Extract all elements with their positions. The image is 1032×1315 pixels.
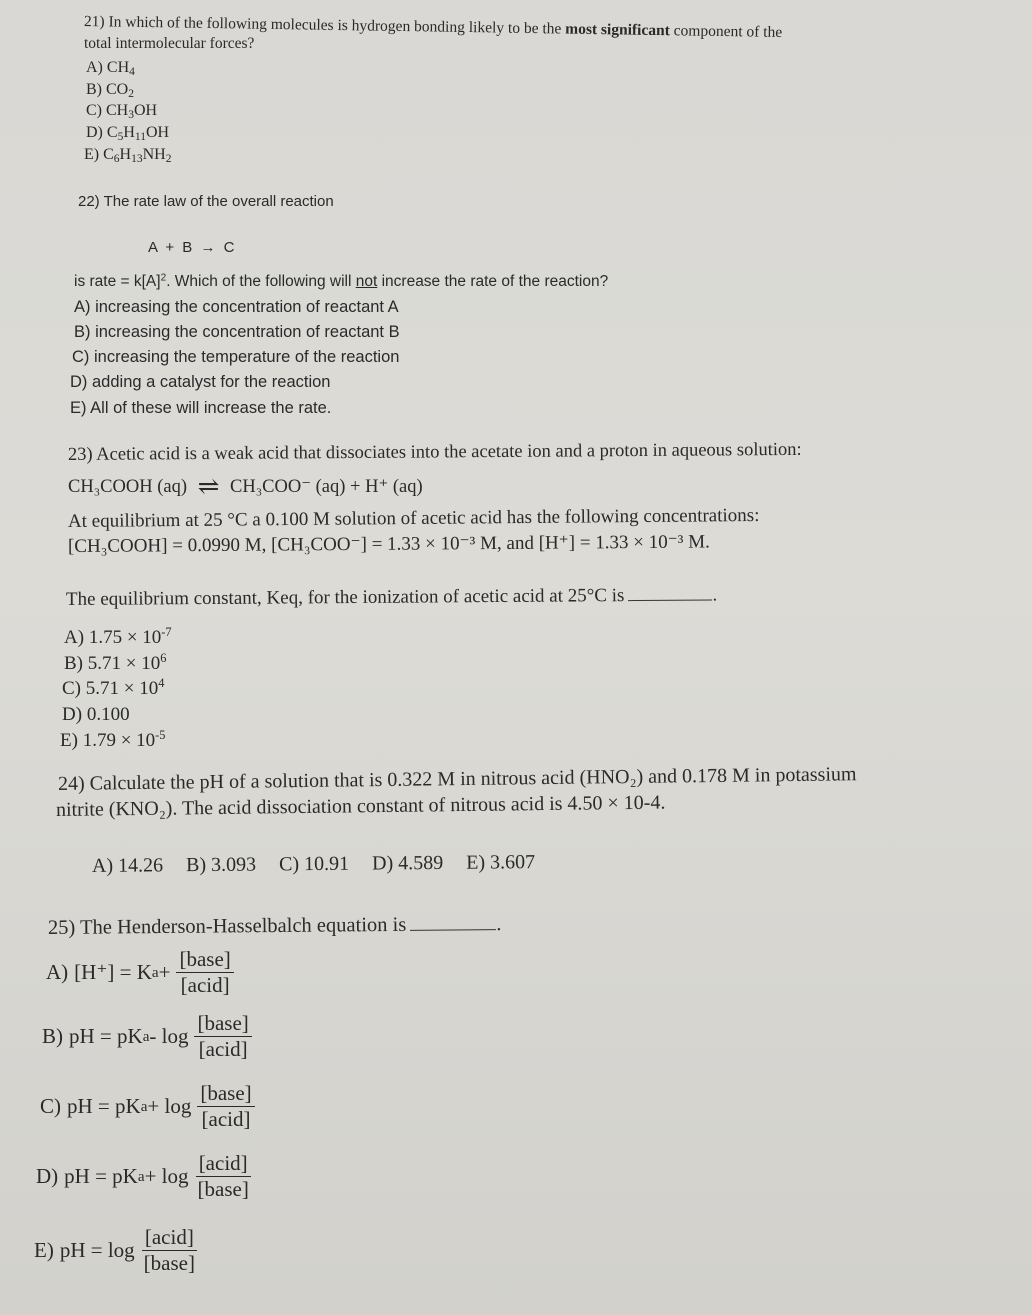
q22-option-a: A) increasing the concentration of reactant A bbox=[74, 298, 399, 316]
fraction: $\frac{\text{[acid]}}{\text{[base]}}$ bbox=[143, 1225, 195, 1276]
q25-option-c: C) pH = pK a + log $\frac{\text{[base]}}{\text{[acid]}}$ bbox=[40, 1082, 255, 1131]
q23-question: The equilibrium constant, Keq, for the ionization of acetic acid at 25°C is . bbox=[65, 584, 718, 610]
fraction: $\frac{\text{[acid]}}{\text{[base]}}$ bbox=[197, 1151, 249, 1202]
q22-option-d: D) adding a catalyst for the reaction bbox=[70, 373, 331, 391]
q21-option-b: B) $CO_2$ bbox=[86, 81, 134, 100]
q21-option-c: C) $CH_3OH$ bbox=[86, 102, 158, 121]
answer-blank bbox=[410, 929, 496, 931]
q21-option-d: D) $C_5H_{11}OH$ bbox=[86, 124, 170, 143]
q22-reaction: A + B → C bbox=[148, 239, 235, 256]
q21-stem-line2: total intermolecular forces? bbox=[84, 35, 255, 52]
fraction: $\frac{\text{[base]}}{\text{[acid]}}$ bbox=[194, 1012, 251, 1061]
q23-option-d: D) 0.100 bbox=[62, 704, 130, 725]
q25-option-d: D) pH = pK a + log $\frac{\text{[acid]}}{\text{[base]}}$ bbox=[36, 1152, 252, 1201]
q23-equilibrium-line1: At equilibrium at 25 °C a 0.100 M solution of acetic acid has the following concentrations: bbox=[67, 504, 760, 532]
q21-option-a: A) $CH_4$ bbox=[86, 59, 135, 78]
q23-equilibrium-line2: [CH₃COOH] = 0.0990 M, [CH₃COO⁻] = 1.33 × 10⁻³ M, and [H⁺] = 1.33 × 10⁻³ M. bbox=[67, 531, 710, 557]
q24-stem-line2: nitrite (KNO₂). The acid dissociation constant of nitrous acid is 4.50 × 10-4. bbox=[55, 791, 666, 821]
q24-option-b: B) 3.093 bbox=[186, 853, 257, 877]
q24-option-a: A) 14.26 bbox=[91, 854, 164, 877]
fraction: $\frac{\text{[base]}}{\text{[acid]}}$ bbox=[176, 948, 233, 997]
q23-stem: 23) Acetic acid is a weak acid that dissociates into the acetate ion and a proton in aqueous solution: bbox=[67, 439, 802, 465]
q22-option-e: E) All of these will increase the rate. bbox=[70, 399, 332, 417]
q21-stem-line1: 21) In which of the following molecules is hydrogen bonding likely to be the most significant component of the bbox=[83, 13, 783, 41]
q22-stem: 22) The rate law of the overall reaction bbox=[78, 193, 334, 210]
q22-rate-law: is rate = $k[A]^2$. Which of the following will not increase the rate of the reaction? bbox=[74, 272, 609, 290]
q25-option-b: B) pH = pK a - log $\frac{\text{[base]}}{\text{[acid]}}$ bbox=[42, 1012, 252, 1061]
q24-option-e: E) 3.607 bbox=[466, 851, 536, 874]
q23-option-a: A) $1.75 \times 10^{-7}$ bbox=[64, 625, 172, 648]
q24-option-d: D) 4.589 bbox=[372, 851, 444, 875]
q22-option-b: B) increasing the concentration of reactant B bbox=[74, 323, 400, 341]
q23-option-e: E) $1.79 \times 10^{-5}$ bbox=[60, 728, 166, 751]
q21-option-e: E) $C_6H_{13}NH_2$ bbox=[84, 146, 172, 165]
q25-option-e: E) pH = log $\frac{\text{[acid]}}{\text{[base]}}$ bbox=[34, 1226, 198, 1275]
q24-stem-line1: 24) Calculate the pH of a solution that is 0.322 M in nitrous acid (HNO₂) and 0.178 M in potassium bbox=[57, 763, 857, 795]
q25-stem: 25) The Henderson-Hasselbalch equation is . bbox=[47, 913, 502, 939]
fraction: $\frac{\text{[base]}}{\text{[acid]}}$ bbox=[197, 1082, 254, 1131]
equilibrium-arrow-icon: ⇌ bbox=[197, 472, 220, 501]
q24-options bbox=[92, 852, 535, 876]
q23-option-c: C) $5.71 \times 10^4$ bbox=[62, 676, 165, 699]
q25-option-a: A) [H⁺] = K a + $\frac{\text{[base]}}{\text{[acid]}}$ bbox=[46, 948, 234, 997]
q23-option-b: B) $5.71 \times 10^6$ bbox=[64, 651, 167, 674]
answer-blank bbox=[628, 599, 712, 601]
q23-equation: CH₃COOH (aq) ⇌ CH₃COO⁻ (aq) + H⁺ (aq) bbox=[68, 472, 423, 501]
q22-option-c: C) increasing the temperature of the reaction bbox=[72, 348, 400, 366]
q24-option-c: C) 10.91 bbox=[279, 852, 350, 876]
